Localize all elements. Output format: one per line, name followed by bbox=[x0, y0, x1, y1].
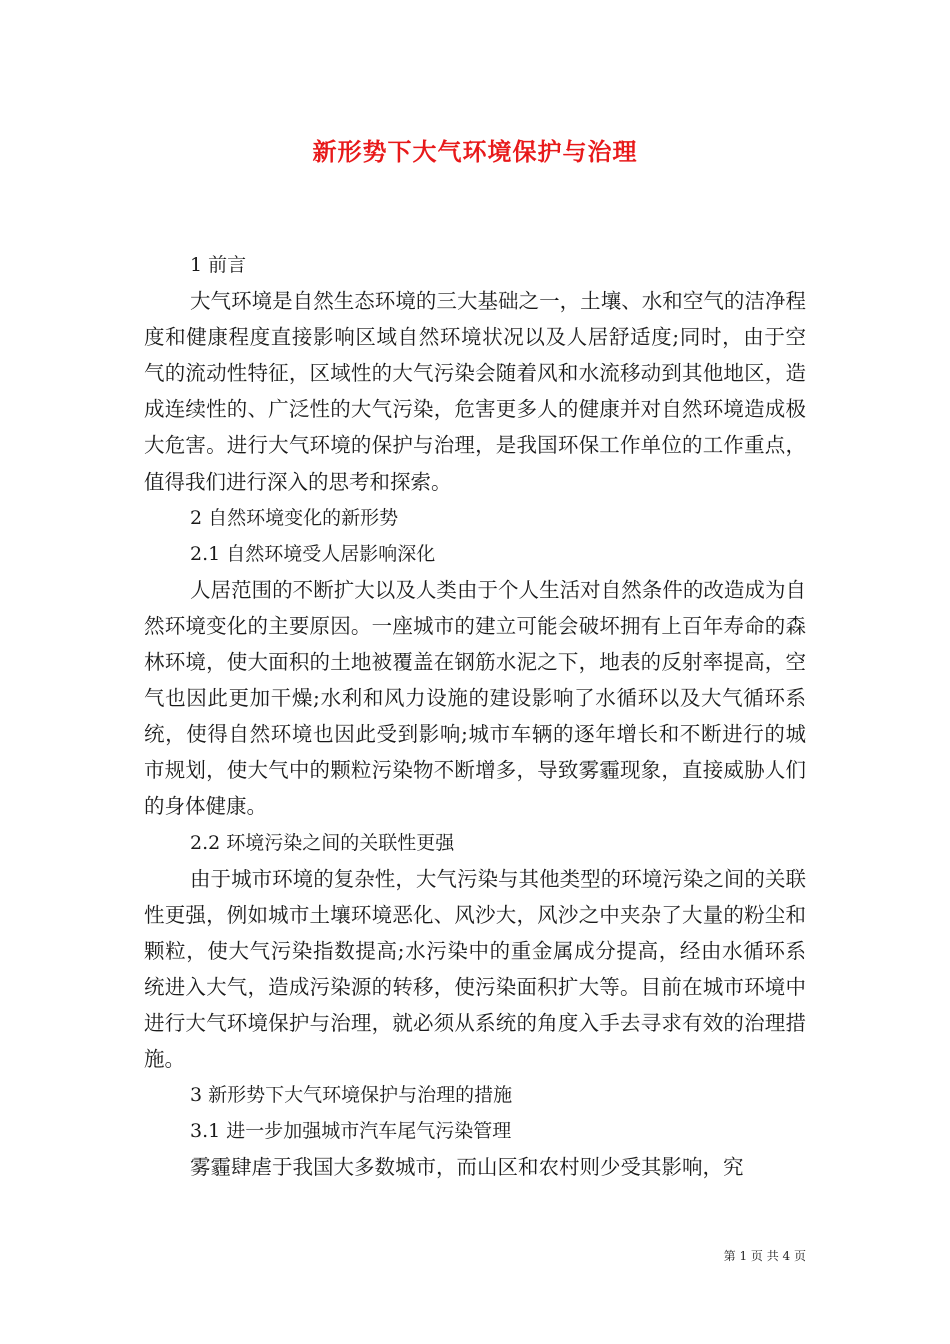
subsection-heading: 3.1 进一步加强城市汽车尾气污染管理 bbox=[190, 1120, 512, 1143]
section-heading: 3 新形势下大气环境保护与治理的措施 bbox=[190, 1084, 513, 1107]
body-paragraph: 大气环境是自然生态环境的三大基础之一，土壤、水和空气的洁净程度和健康程度直接影响区域自然环境状况以及人居舒适度;同时，由于空气的流动性特征，区域性的大气污染会随着风和水流移动到其他地区，造成连续性的、广泛性的大气污染，危害更多人的健康并对自然环境造成极大危害。进行大气环境的保护与治理，是我国环保工作单位的工作重点，值得我们进行深入的思考和探索。 bbox=[144, 289, 806, 494]
body-paragraph: 由于城市环境的复杂性，大气污染与其他类型的环境污染之间的关联性更强，例如城市土壤环境恶化、风沙大，风沙之中夹杂了大量的粉尘和颗粒，使大气污染指数提高;水污染中的重金属成分提高，经由水循环系统进入大气，造成污染源的转移，使污染面积扩大等。目前在城市环境中进行大气环境保护与治理，就必须从系统的角度入手去寻求有效的治理措施。 bbox=[144, 866, 806, 1072]
document-title: 新形势下大气环境保护与治理 bbox=[312, 138, 638, 166]
page-number-footer: 第 1 页 共 4 页 bbox=[723, 1249, 806, 1263]
subsection-heading: 2.1 自然环境受人居影响深化 bbox=[190, 542, 436, 565]
document-body bbox=[144, 247, 806, 1185]
subsection-heading: 2.2 环境污染之间的关联性更强 bbox=[190, 831, 455, 854]
body-paragraph: 雾霾肆虐于我国大多数城市，而山区和农村则少受其影响，究 bbox=[190, 1155, 744, 1180]
section-heading: 2 自然环境变化的新形势 bbox=[190, 506, 399, 529]
body-paragraph: 人居范围的不断扩大以及人类由于个人生活对自然条件的改造成为自然环境变化的主要原因。一座城市的建立可能会破坏拥有上百年寿命的森林环境，使大面积的土地被覆盖在钢筋水泥之下，地表的反射率提高，空气也因此更加干燥;水利和风力设施的建设影响了水循环以及大气循环系统，使得自然环境也因此受到影响;城市车辆的逐年增长和不断进行的城市规划，使大气中的颗粒污染物不断增多，导致雾霾现象，直接威胁人们的身体健康。 bbox=[144, 577, 806, 819]
section-heading: 1 前言 bbox=[190, 254, 247, 276]
